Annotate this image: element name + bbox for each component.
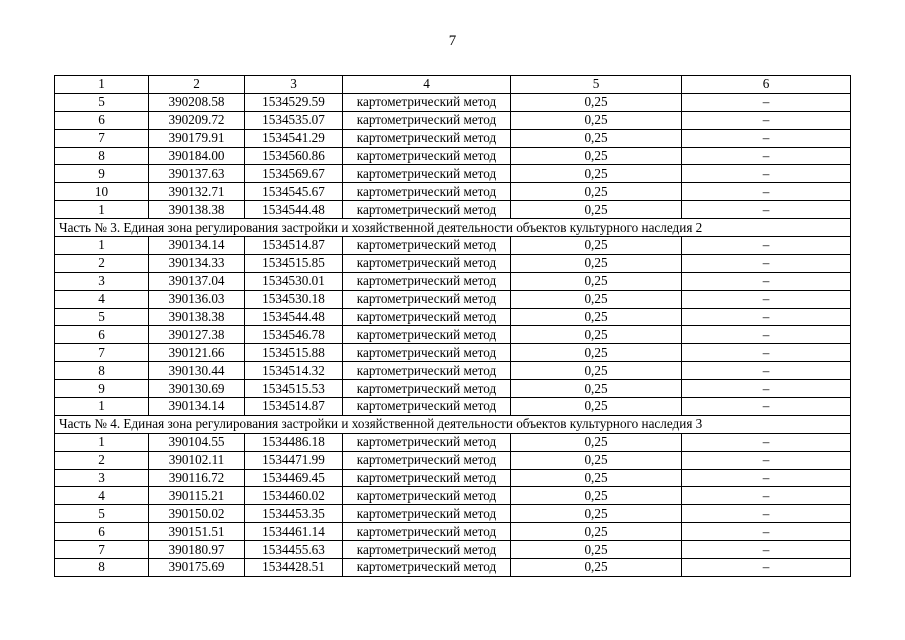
table-row xyxy=(55,559,851,577)
x-coordinate-cell: 390115.21 xyxy=(149,487,245,505)
description-cell: – xyxy=(682,487,851,505)
description-cell: – xyxy=(682,362,851,380)
accuracy-cell: 0,25 xyxy=(511,147,682,165)
method-cell: картометрический метод xyxy=(343,344,511,362)
table-row xyxy=(55,254,851,272)
page-number: 7 xyxy=(448,33,457,49)
y-coordinate-cell: 1534515.53 xyxy=(245,380,343,398)
accuracy-cell: 0,25 xyxy=(511,290,682,308)
y-coordinate-cell: 1534544.48 xyxy=(245,201,343,219)
point-number-cell: 10 xyxy=(55,183,149,201)
table-row xyxy=(55,111,851,129)
header-cell: 2 xyxy=(149,76,245,94)
y-coordinate-cell: 1534529.59 xyxy=(245,93,343,111)
header-cell: 1 xyxy=(55,76,149,94)
point-number-cell: 1 xyxy=(55,398,149,416)
method-cell: картометрический метод xyxy=(343,165,511,183)
method-cell: картометрический метод xyxy=(343,183,511,201)
accuracy-cell: 0,25 xyxy=(511,559,682,577)
description-cell: – xyxy=(682,433,851,451)
table-row xyxy=(55,290,851,308)
section-title: Часть № 3. Единая зона регулирования застройки и хозяйственной деятельности объектов культурного наследия 2 xyxy=(55,219,851,237)
method-cell: картометрический метод xyxy=(343,326,511,344)
description-cell: – xyxy=(682,451,851,469)
description-cell: – xyxy=(682,326,851,344)
accuracy-cell: 0,25 xyxy=(511,433,682,451)
description-cell: – xyxy=(682,308,851,326)
y-coordinate-cell: 1534535.07 xyxy=(245,111,343,129)
table-row xyxy=(55,451,851,469)
accuracy-cell: 0,25 xyxy=(511,165,682,183)
y-coordinate-cell: 1534486.18 xyxy=(245,433,343,451)
accuracy-cell: 0,25 xyxy=(511,201,682,219)
x-coordinate-cell: 390132.71 xyxy=(149,183,245,201)
table-row xyxy=(55,362,851,380)
accuracy-cell: 0,25 xyxy=(511,272,682,290)
method-cell: картометрический метод xyxy=(343,487,511,505)
point-number-cell: 8 xyxy=(55,147,149,165)
table-row xyxy=(55,344,851,362)
point-number-cell: 9 xyxy=(55,165,149,183)
x-coordinate-cell: 390184.00 xyxy=(149,147,245,165)
section-title-row xyxy=(55,415,851,433)
method-cell: картометрический метод xyxy=(343,290,511,308)
method-cell: картометрический метод xyxy=(343,272,511,290)
header-cell: 5 xyxy=(511,76,682,94)
accuracy-cell: 0,25 xyxy=(511,183,682,201)
point-number-cell: 1 xyxy=(55,201,149,219)
description-cell: – xyxy=(682,505,851,523)
description-cell: – xyxy=(682,398,851,416)
method-cell: картометрический метод xyxy=(343,201,511,219)
x-coordinate-cell: 390180.97 xyxy=(149,541,245,559)
table-row xyxy=(55,326,851,344)
description-cell: – xyxy=(682,183,851,201)
point-number-cell: 7 xyxy=(55,344,149,362)
table-row xyxy=(55,183,851,201)
accuracy-cell: 0,25 xyxy=(511,505,682,523)
x-coordinate-cell: 390136.03 xyxy=(149,290,245,308)
accuracy-cell: 0,25 xyxy=(511,254,682,272)
accuracy-cell: 0,25 xyxy=(511,111,682,129)
accuracy-cell: 0,25 xyxy=(511,326,682,344)
table-row xyxy=(55,272,851,290)
table-row xyxy=(55,380,851,398)
accuracy-cell: 0,25 xyxy=(511,362,682,380)
point-number-cell: 2 xyxy=(55,254,149,272)
point-number-cell: 1 xyxy=(55,433,149,451)
description-cell: – xyxy=(682,147,851,165)
method-cell: картометрический метод xyxy=(343,147,511,165)
method-cell: картометрический метод xyxy=(343,398,511,416)
x-coordinate-cell: 390134.14 xyxy=(149,398,245,416)
x-coordinate-cell: 390134.33 xyxy=(149,254,245,272)
method-cell: картометрический метод xyxy=(343,469,511,487)
description-cell: – xyxy=(682,344,851,362)
point-number-cell: 5 xyxy=(55,308,149,326)
y-coordinate-cell: 1534469.45 xyxy=(245,469,343,487)
point-number-cell: 1 xyxy=(55,237,149,255)
description-cell: – xyxy=(682,237,851,255)
point-number-cell: 7 xyxy=(55,541,149,559)
coordinates-table xyxy=(54,75,851,577)
method-cell: картометрический метод xyxy=(343,129,511,147)
method-cell: картометрический метод xyxy=(343,93,511,111)
y-coordinate-cell: 1534530.01 xyxy=(245,272,343,290)
y-coordinate-cell: 1534545.67 xyxy=(245,183,343,201)
header-row xyxy=(55,76,851,94)
y-coordinate-cell: 1534460.02 xyxy=(245,487,343,505)
x-coordinate-cell: 390121.66 xyxy=(149,344,245,362)
method-cell: картометрический метод xyxy=(343,237,511,255)
x-coordinate-cell: 390137.63 xyxy=(149,165,245,183)
table-row xyxy=(55,398,851,416)
y-coordinate-cell: 1534514.87 xyxy=(245,398,343,416)
method-cell: картометрический метод xyxy=(343,254,511,272)
method-cell: картометрический метод xyxy=(343,362,511,380)
method-cell: картометрический метод xyxy=(343,380,511,398)
point-number-cell: 2 xyxy=(55,451,149,469)
method-cell: картометрический метод xyxy=(343,541,511,559)
accuracy-cell: 0,25 xyxy=(511,398,682,416)
point-number-cell: 6 xyxy=(55,523,149,541)
accuracy-cell: 0,25 xyxy=(511,129,682,147)
x-coordinate-cell: 390134.14 xyxy=(149,237,245,255)
table-row xyxy=(55,433,851,451)
x-coordinate-cell: 390127.38 xyxy=(149,326,245,344)
x-coordinate-cell: 390209.72 xyxy=(149,111,245,129)
y-coordinate-cell: 1534546.78 xyxy=(245,326,343,344)
point-number-cell: 7 xyxy=(55,129,149,147)
y-coordinate-cell: 1534541.29 xyxy=(245,129,343,147)
x-coordinate-cell: 390130.69 xyxy=(149,380,245,398)
x-coordinate-cell: 390151.51 xyxy=(149,523,245,541)
description-cell: – xyxy=(682,165,851,183)
accuracy-cell: 0,25 xyxy=(511,237,682,255)
table-row xyxy=(55,165,851,183)
x-coordinate-cell: 390175.69 xyxy=(149,559,245,577)
description-cell: – xyxy=(682,290,851,308)
section-title: Часть № 4. Единая зона регулирования застройки и хозяйственной деятельности объектов культурного наследия 3 xyxy=(55,415,851,433)
table-row xyxy=(55,505,851,523)
table-row xyxy=(55,93,851,111)
accuracy-cell: 0,25 xyxy=(511,308,682,326)
x-coordinate-cell: 390138.38 xyxy=(149,308,245,326)
accuracy-cell: 0,25 xyxy=(511,451,682,469)
table-row xyxy=(55,237,851,255)
description-cell: – xyxy=(682,129,851,147)
y-coordinate-cell: 1534514.32 xyxy=(245,362,343,380)
method-cell: картометрический метод xyxy=(343,451,511,469)
x-coordinate-cell: 390138.38 xyxy=(149,201,245,219)
y-coordinate-cell: 1534515.85 xyxy=(245,254,343,272)
table-row xyxy=(55,523,851,541)
description-cell: – xyxy=(682,380,851,398)
description-cell: – xyxy=(682,469,851,487)
method-cell: картометрический метод xyxy=(343,111,511,129)
accuracy-cell: 0,25 xyxy=(511,93,682,111)
y-coordinate-cell: 1534471.99 xyxy=(245,451,343,469)
table-body xyxy=(55,76,851,577)
header-cell: 6 xyxy=(682,76,851,94)
x-coordinate-cell: 390102.11 xyxy=(149,451,245,469)
point-number-cell: 8 xyxy=(55,559,149,577)
accuracy-cell: 0,25 xyxy=(511,541,682,559)
description-cell: – xyxy=(682,523,851,541)
x-coordinate-cell: 390104.55 xyxy=(149,433,245,451)
y-coordinate-cell: 1534515.88 xyxy=(245,344,343,362)
description-cell: – xyxy=(682,272,851,290)
y-coordinate-cell: 1534455.63 xyxy=(245,541,343,559)
table-row xyxy=(55,487,851,505)
table-row xyxy=(55,129,851,147)
point-number-cell: 4 xyxy=(55,487,149,505)
table-row xyxy=(55,469,851,487)
accuracy-cell: 0,25 xyxy=(511,487,682,505)
table-row xyxy=(55,147,851,165)
table-row xyxy=(55,201,851,219)
accuracy-cell: 0,25 xyxy=(511,380,682,398)
x-coordinate-cell: 390150.02 xyxy=(149,505,245,523)
point-number-cell: 3 xyxy=(55,272,149,290)
point-number-cell: 3 xyxy=(55,469,149,487)
y-coordinate-cell: 1534569.67 xyxy=(245,165,343,183)
y-coordinate-cell: 1534461.14 xyxy=(245,523,343,541)
y-coordinate-cell: 1534560.86 xyxy=(245,147,343,165)
description-cell: – xyxy=(682,111,851,129)
method-cell: картометрический метод xyxy=(343,433,511,451)
description-cell: – xyxy=(682,541,851,559)
method-cell: картометрический метод xyxy=(343,523,511,541)
accuracy-cell: 0,25 xyxy=(511,344,682,362)
point-number-cell: 6 xyxy=(55,326,149,344)
table-row xyxy=(55,308,851,326)
y-coordinate-cell: 1534530.18 xyxy=(245,290,343,308)
point-number-cell: 6 xyxy=(55,111,149,129)
section-title-row xyxy=(55,219,851,237)
y-coordinate-cell: 1534453.35 xyxy=(245,505,343,523)
header-cell: 3 xyxy=(245,76,343,94)
description-cell: – xyxy=(682,559,851,577)
point-number-cell: 5 xyxy=(55,505,149,523)
point-number-cell: 4 xyxy=(55,290,149,308)
point-number-cell: 8 xyxy=(55,362,149,380)
x-coordinate-cell: 390116.72 xyxy=(149,469,245,487)
method-cell: картометрический метод xyxy=(343,308,511,326)
table-row xyxy=(55,541,851,559)
header-cell: 4 xyxy=(343,76,511,94)
x-coordinate-cell: 390179.91 xyxy=(149,129,245,147)
y-coordinate-cell: 1534514.87 xyxy=(245,237,343,255)
description-cell: – xyxy=(682,93,851,111)
description-cell: – xyxy=(682,201,851,219)
method-cell: картометрический метод xyxy=(343,559,511,577)
accuracy-cell: 0,25 xyxy=(511,469,682,487)
method-cell: картометрический метод xyxy=(343,505,511,523)
point-number-cell: 9 xyxy=(55,380,149,398)
x-coordinate-cell: 390130.44 xyxy=(149,362,245,380)
description-cell: – xyxy=(682,254,851,272)
y-coordinate-cell: 1534428.51 xyxy=(245,559,343,577)
x-coordinate-cell: 390208.58 xyxy=(149,93,245,111)
x-coordinate-cell: 390137.04 xyxy=(149,272,245,290)
point-number-cell: 5 xyxy=(55,93,149,111)
accuracy-cell: 0,25 xyxy=(511,523,682,541)
y-coordinate-cell: 1534544.48 xyxy=(245,308,343,326)
